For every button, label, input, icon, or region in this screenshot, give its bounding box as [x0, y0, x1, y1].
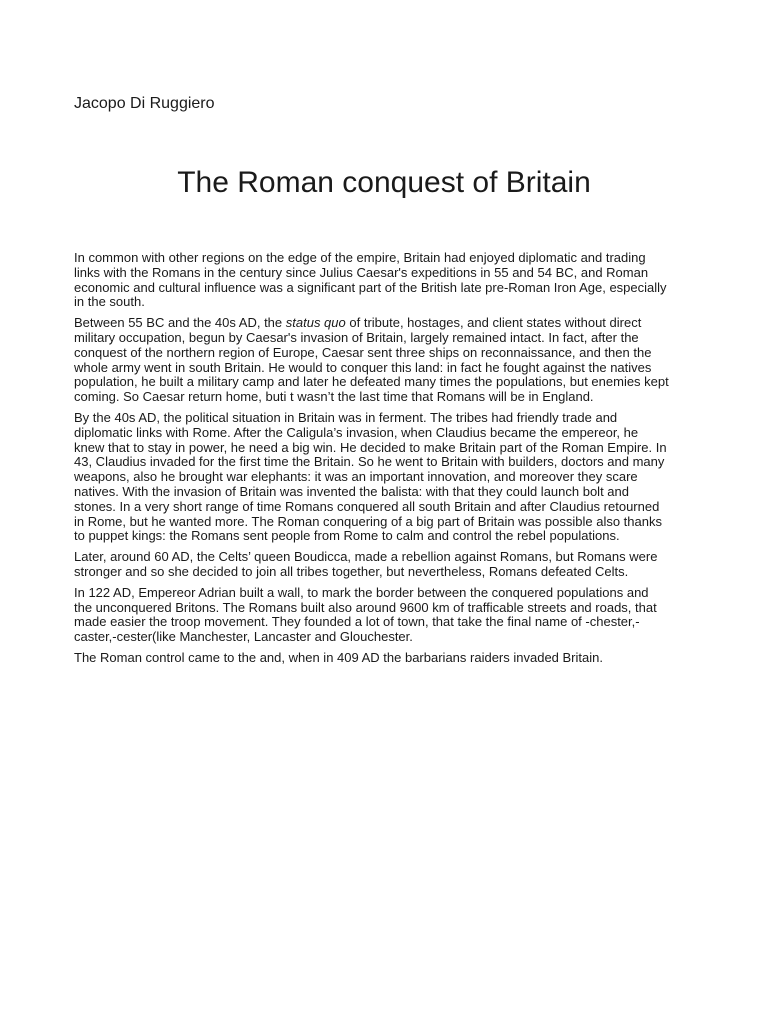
text-line: 43, Claudius invaded for the first time the Britain. So he went to Britain with builders, doctors and many: [74, 454, 665, 470]
text-line: [74, 316, 699, 331]
text-line: weapons, also he brought war elephants: it was an important innovation, and moreover they scare: [74, 469, 638, 485]
text-line: stones. In a very short range of time Romans conquered all south Britain and after Claudius retourned: [74, 498, 660, 514]
paragraph-3: [74, 411, 699, 544]
text-line: knew that to stay in power, he need a big win. He decided to make Britain part of the Roman Empire. In: [74, 439, 667, 455]
text-line: links with the Romans in the century since Julius Caesar's expeditions in 55 and 54 BC, and Roman: [74, 264, 649, 280]
text-line: coming. So Caesar return home, buti t wasn’t the last time that Romans will be in England.: [74, 389, 594, 405]
document-body: [74, 251, 699, 672]
text-line: The Roman control came to the and, when in 409 AD the barbarians raiders invaded Britain.: [74, 649, 603, 665]
text-line: stronger and so she decided to join all tribes together, but nevertheless, Romans defeated Celts.: [74, 563, 629, 579]
text-line: conquest of the northern region of Europe, Caesar sent three ships on reconnaissance, and then the: [74, 344, 652, 360]
text-line: military occupation, begun by Caesar's invasion of Britain, largely remained intact. In fact, after the: [74, 329, 639, 345]
text-line: In 122 AD, Empereor Adrian built a wall, to mark the border between the conquered populations and: [74, 584, 649, 600]
italic-phrase: status quo: [285, 315, 346, 331]
paragraph-1: [74, 251, 699, 310]
author-name: Jacopo Di Ruggiero: [74, 95, 215, 112]
text-line: in Rome, but he wanted more. The Roman conquering of a big part of Britain was possible also thanks: [74, 513, 662, 529]
text-line: economic and cultural influence was a significant part of the British late pre-Roman Iron Age, especially: [74, 279, 667, 295]
paragraph-2: [74, 316, 699, 405]
text-line: natives. With the invasion of Britain was invented the balista: with that they could launch bolt and: [74, 483, 629, 499]
text-line: Later, around 60 AD, the Celts’ queen Boudicca, made a rebellion against Romans, but Romans were: [74, 549, 658, 565]
text-run: Between 55 BC and the 40s AD, the: [74, 315, 286, 331]
text-line: By the 40s AD, the political situation in Britain was in ferment. The tribes had friendly trade and: [74, 409, 618, 425]
paragraph-5: [74, 586, 699, 645]
text-line: caster,-cester(like Manchester, Lancaster and Glouchester.: [74, 629, 413, 645]
text-line: in the south.: [74, 294, 145, 310]
document-title: The Roman conquest of Britain: [177, 166, 591, 199]
text-line: made easier the troop movement. They founded a lot of town, that take the final name of -chester,-: [74, 614, 640, 630]
text-line: population, he built a military camp and later he defeated many times the populations, but enemies kept: [74, 374, 669, 390]
paragraph-6: [74, 651, 699, 666]
text-line: diplomatic links with Rome. After the Caligula’s invasion, when Claudius became the empereor, he: [74, 424, 639, 440]
text-line: the unconquered Britons. The Romans built also around 9600 km of trafficable streets and roads, that: [74, 599, 657, 615]
text-line: whole army went in south Britain. He would to conquer this land: in fact he fought against the natives: [74, 359, 652, 375]
text-line: to puppet kings: the Romans sent people from Rome to calm and control the rebel populations.: [74, 528, 620, 544]
paragraph-4: [74, 550, 699, 580]
text-line: In common with other regions on the edge of the empire, Britain had enjoyed diplomatic and trading: [74, 250, 646, 265]
text-run: of tribute, hostages, and client states without direct: [345, 315, 642, 331]
